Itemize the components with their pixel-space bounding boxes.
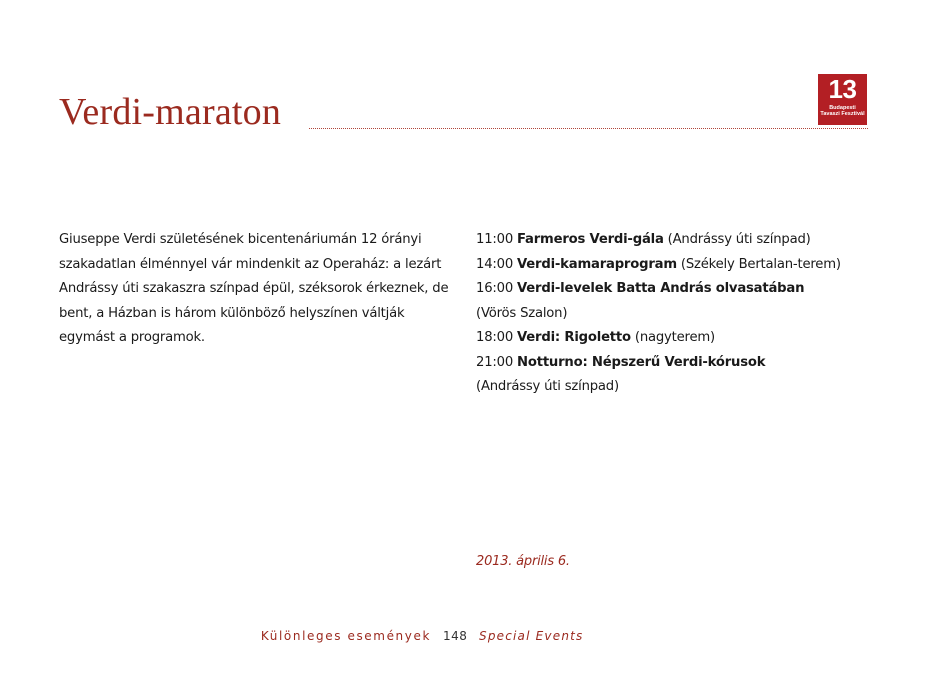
schedule-list [476, 228, 876, 400]
festival-logo [818, 74, 867, 125]
schedule-time: 18:00 [476, 330, 514, 345]
logo-line-1: Budapesti [829, 105, 856, 111]
schedule-time: 16:00 [476, 281, 514, 296]
schedule-item [476, 351, 876, 400]
page-title: Verdi-maraton [59, 91, 282, 133]
schedule-time: 14:00 [476, 256, 514, 272]
footer-section-en: Special Events [479, 629, 584, 643]
title-dotted-rule [309, 128, 868, 129]
schedule-title: Notturno: Népszerű Verdi-kórusok [517, 354, 766, 370]
schedule-title: Verdi-levelek Batta András olvasatában [517, 281, 805, 296]
schedule-venue: (Andrássy úti színpad) [663, 232, 811, 247]
schedule-item [476, 277, 876, 326]
schedule-venue: (Vörös Szalon) [476, 305, 568, 321]
schedule-venue: (Andrássy úti színpad) [476, 379, 619, 394]
schedule-item [476, 326, 876, 351]
schedule-venue: (nagyterem) [630, 330, 715, 345]
schedule-item [476, 253, 876, 278]
page-footer [0, 626, 945, 646]
page-number: 148 [443, 629, 468, 643]
intro-paragraph: Giuseppe Verdi születésének bicentenáriumán 12 órányi szakadatlan élménnyel vár mindenkit az Operaház: a lezárt Andrássy úti szakaszra színpad épül, széksorok érkeznek, de bent, a Házban is három különböző helyszínen váltják egymást a programok. [59, 232, 449, 345]
schedule-time: 11:00 [476, 232, 514, 247]
logo-line-2: Tavaszi Fesztivál [820, 111, 865, 117]
schedule-title: Verdi: Rigoletto [517, 330, 631, 345]
schedule-venue: (Székely Bertalan-terem) [676, 256, 841, 272]
footer-section-hu: Különleges események [260, 629, 431, 643]
schedule-item [476, 228, 876, 253]
schedule-time: 21:00 [476, 354, 514, 370]
schedule-title: Farmeros Verdi-gála [517, 232, 664, 247]
event-date: 2013. április 6. [476, 554, 570, 569]
schedule-title: Verdi-kamaraprogram [517, 256, 677, 272]
logo-number: 13 [828, 74, 857, 104]
